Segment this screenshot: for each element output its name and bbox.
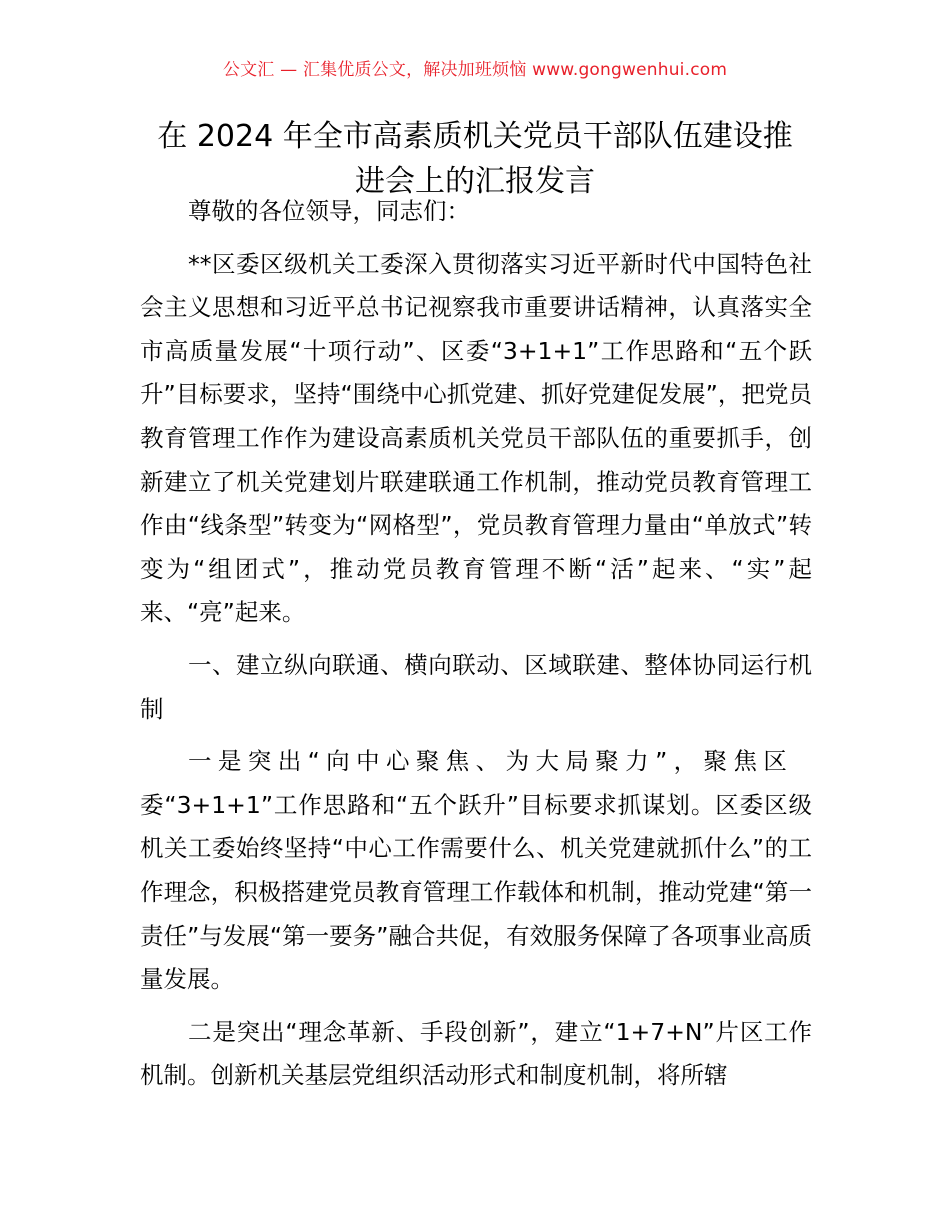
point-1-paragraph	[140, 740, 812, 1002]
point-1-first-line: 一是突出“向中心聚焦、为大局聚力”，聚焦区	[188, 747, 794, 776]
point-1-body: 委“3+1+1”工作思路和“五个跃升”目标要求抓谋划。区委区级机关工委始终坚持“中心工作需要什么、机关党建就抓什么”的工作理念，积极搭建党员教育管理工作载体和机制，推动党建“第一责任”与发展“第一要务”融合共促，有效服务保障了各项事业高质量发展。	[140, 790, 812, 994]
salutation: 尊敬的各位领导，同志们：	[188, 197, 470, 225]
intro-paragraph: **区委区级机关工委深入贯彻落实习近平新时代中国特色社会主义思想和习近平总书记视察我市重要讲话精神，认真落实全市高质量发展“十项行动”、区委“3+1+1”工作思路和“五个跃升”目标要求，坚持“围绕中心抓党建、抓好党建促发展”，把党员教育管理工作作为建设高素质机关党员干部队伍的重要抓手，创新建立了机关党建划片联建联通工作机制，推动党员教育管理工作由“线条型”转变为“网格型”，党员教育管理力量由“单放式”转变为“组团式”，推动党员教育管理不断“活”起来、“实”起来、“亮”起来。	[140, 249, 812, 627]
title-line-2: 进会上的汇报发言	[355, 164, 595, 199]
watermark-banner: 公文汇 — 汇集优质公文，解决加班烦恼 www.gongwenhui.com	[222, 60, 728, 80]
title-line-1: 在 2024 年全市高素质机关党员干部队伍建设推	[157, 119, 793, 154]
section-heading-1: 一、建立纵向联通、横向联动、区域联建、整体协同运行机制	[140, 650, 812, 723]
point-2-paragraph: 二是突出“理念革新、手段创新”，建立“1+7+N”片区工作机制。创新机关基层党组织活动形式和制度机制，将所辖	[140, 1017, 812, 1090]
document-body	[140, 190, 812, 1098]
